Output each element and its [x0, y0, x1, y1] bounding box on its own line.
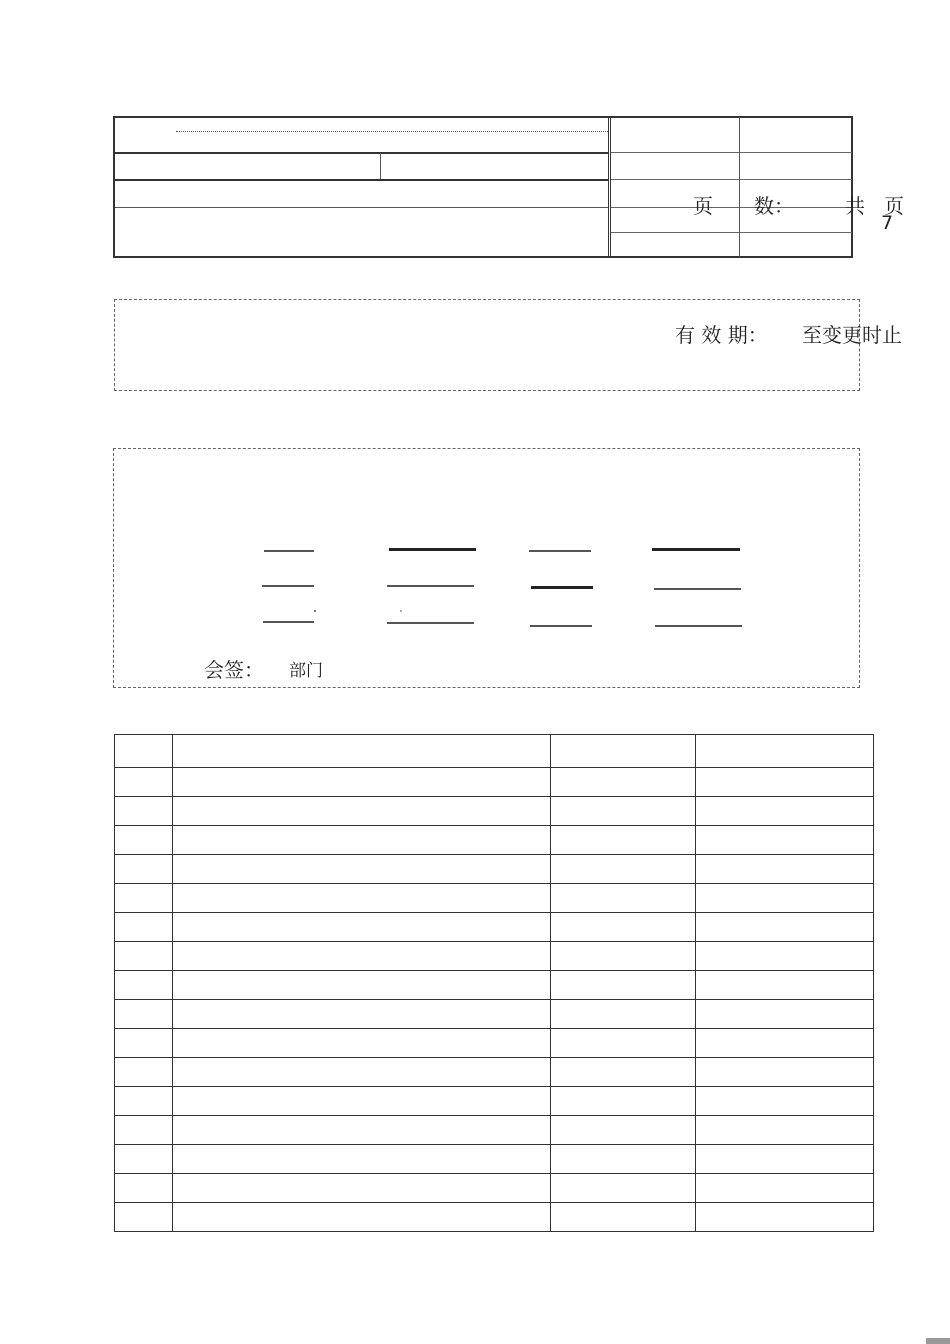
table-cell: [696, 1145, 874, 1174]
header-divider: [380, 153, 381, 179]
table-row: [115, 884, 874, 913]
table-cell: [115, 1145, 173, 1174]
table-cell: [551, 855, 696, 884]
table-row: [115, 797, 874, 826]
header-rule: [115, 152, 609, 154]
header-rule: [611, 207, 852, 208]
table-cell: [173, 735, 551, 768]
table-cell: [173, 1203, 551, 1232]
total-pages: 7: [881, 212, 894, 234]
table-cell: [551, 1087, 696, 1116]
table-cell: [551, 884, 696, 913]
page-count-label: 页: [693, 194, 713, 218]
table-cell: [551, 826, 696, 855]
table-cell: [551, 1058, 696, 1087]
table-cell: [115, 884, 173, 913]
table-cell: [696, 1000, 874, 1029]
table-cell: [115, 1116, 173, 1145]
table-cell: [115, 1000, 173, 1029]
table-cell: [173, 1145, 551, 1174]
total-unit: 页: [884, 194, 904, 218]
table-cell: [551, 1145, 696, 1174]
table-cell: [173, 1116, 551, 1145]
table-cell: [551, 768, 696, 797]
table-row: [115, 1145, 874, 1174]
table-cell: [173, 855, 551, 884]
table-cell: [696, 768, 874, 797]
table-cell: [173, 913, 551, 942]
table-cell: [696, 1029, 874, 1058]
table-cell: [173, 1058, 551, 1087]
table-cell: [696, 884, 874, 913]
table-cell: [173, 942, 551, 971]
table-cell: [115, 1203, 173, 1232]
table-row: [115, 1000, 874, 1029]
table-cell: [551, 1029, 696, 1058]
table-cell: [696, 1116, 874, 1145]
table-cell: [696, 797, 874, 826]
validity-value: 至变更时止: [802, 323, 902, 347]
signature-line: [387, 585, 474, 587]
signature-line: [529, 550, 591, 552]
table-cell: [696, 855, 874, 884]
total-label: 共: [845, 194, 865, 218]
table-cell: [115, 971, 173, 1000]
table-cell: [696, 1058, 874, 1087]
header-rule: [115, 179, 609, 181]
table-cell: [173, 884, 551, 913]
table-cell: [115, 826, 173, 855]
signature-line: [530, 625, 592, 627]
table-cell: [115, 1058, 173, 1087]
department-label: 部门: [289, 661, 323, 681]
sign-off-label: 会签：: [204, 658, 264, 682]
page-count-label-2: 数：: [754, 194, 794, 218]
table-row: [115, 1174, 874, 1203]
signature-line: [652, 548, 740, 551]
table-row: [115, 913, 874, 942]
table-row: [115, 1116, 874, 1145]
table-cell: [551, 797, 696, 826]
validity-label: 有 效 期：: [675, 323, 768, 347]
table-cell: [696, 971, 874, 1000]
table-cell: [173, 1000, 551, 1029]
table-cell: [115, 768, 173, 797]
signature-line: [654, 588, 741, 590]
table-cell: [173, 1174, 551, 1203]
table-row: [115, 826, 874, 855]
table-cell: [551, 942, 696, 971]
table-cell: [115, 1174, 173, 1203]
header-rule: [611, 179, 852, 180]
table-cell: [696, 1203, 874, 1232]
table-row: [115, 735, 874, 768]
header-divider: [608, 117, 611, 257]
signature-line: [263, 621, 314, 623]
table-cell: [551, 913, 696, 942]
revision-table: [114, 734, 874, 1232]
table-cell: [173, 1087, 551, 1116]
table-cell: [551, 971, 696, 1000]
table-cell: [551, 1174, 696, 1203]
table-row: [115, 1203, 874, 1232]
table-cell: [696, 942, 874, 971]
dot-mark: [400, 610, 402, 612]
table-cell: [115, 1087, 173, 1116]
signature-line: [387, 622, 474, 624]
page-corner-mark: [926, 1338, 950, 1344]
table-row: [115, 971, 874, 1000]
table-row: [115, 1087, 874, 1116]
header-divider: [739, 117, 740, 257]
signature-line: [531, 586, 593, 589]
table-cell: [173, 826, 551, 855]
table-row: [115, 855, 874, 884]
table-cell: [696, 1087, 874, 1116]
table-cell: [115, 942, 173, 971]
table-cell: [115, 855, 173, 884]
table-cell: [173, 797, 551, 826]
table-row: [115, 942, 874, 971]
table-cell: [173, 971, 551, 1000]
table-cell: [696, 1174, 874, 1203]
table-row: [115, 768, 874, 797]
table-cell: [173, 1029, 551, 1058]
table-cell: [115, 797, 173, 826]
table-cell: [115, 1029, 173, 1058]
table-cell: [115, 735, 173, 768]
table-cell: [551, 1203, 696, 1232]
header-rule: [115, 207, 609, 208]
header-rule: [611, 152, 852, 153]
table-cell: [696, 913, 874, 942]
table-cell: [551, 735, 696, 768]
header-dotted-line: [176, 131, 608, 132]
table-cell: [115, 913, 173, 942]
table-row: [115, 1029, 874, 1058]
table-cell: [696, 826, 874, 855]
header-rule: [611, 232, 852, 233]
sign-off-box: [113, 448, 860, 688]
signature-line: [262, 585, 314, 587]
table-cell: [173, 768, 551, 797]
table-row: [115, 1058, 874, 1087]
signature-line: [655, 625, 742, 627]
table-cell: [551, 1000, 696, 1029]
dot-mark: [314, 610, 316, 612]
table-cell: [696, 735, 874, 768]
signature-line: [264, 550, 314, 552]
document-header-box: [113, 116, 853, 258]
table-cell: [551, 1116, 696, 1145]
signature-line: [389, 548, 476, 551]
